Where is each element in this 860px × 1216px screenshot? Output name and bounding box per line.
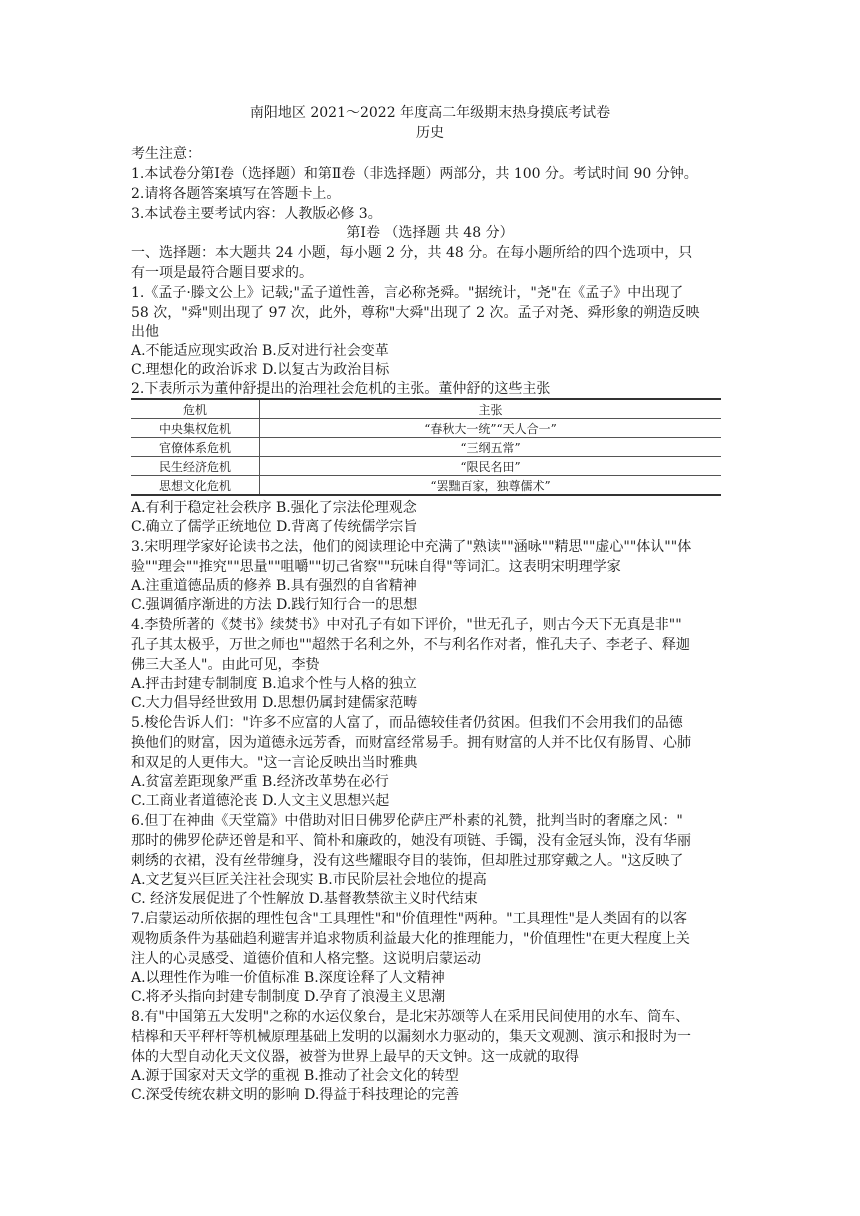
section-intro: 一、选择题：本大题共 24 小题，每小题 2 分，共 48 分。在每小题所给的四个选项中，只 [131, 245, 693, 261]
table-cell: “限民名田” [260, 457, 722, 476]
option-line: A.注重道德品质的修养 B.具有强烈的自省精神 [131, 578, 417, 594]
question-stem: 出他 [131, 324, 159, 340]
notice-item: 2.请将各题答案填写在答题卡上。 [131, 186, 341, 202]
option-line: C.大力倡导经世致用 D.思想仍属封建儒家范畴 [131, 695, 418, 711]
option-line: A.贫富差距现象严重 B.经济改革势在必行 [131, 774, 389, 790]
question-stem: 2.下表所示为董仲舒提出的治理社会危机的主张。董仲舒的这些主张 [131, 381, 551, 397]
table-row [131, 476, 721, 496]
table-row [131, 419, 721, 438]
table-cell: “春秋大一统”“天人合一” [260, 419, 722, 438]
option-line: C.将矛头指向封建专制制度 D.孕育了浪漫主义思潮 [131, 989, 446, 1005]
question-stem: 8.有"中国第五大发明"之称的水运仪象台，是北宋苏颂等人在采用民间使用的水车、筒车、 [131, 1009, 690, 1025]
option-line: C.理想化的政治诉求 D.以复古为政治目标 [131, 362, 390, 378]
question-stem: 刺绣的衣裙，没有丝带缠身，没有这些耀眼夺目的装饰，但却胜过那穿戴之人。"这反映了 [131, 853, 684, 869]
question-stem: 注人的心灵感受、道德价值和人格完整。这说明启蒙运动 [131, 951, 481, 967]
table-header: 主张 [260, 399, 722, 419]
question-stem: 佛三大圣人"。由此可见，李贽 [131, 657, 320, 673]
table-header: 危机 [131, 399, 260, 419]
option-line: A.有利于稳定社会秩序 B.强化了宗法伦理观念 [131, 500, 417, 516]
notice-heading: 考生注意： [131, 146, 201, 162]
option-line: C.确立了儒学正统地位 D.背离了传统儒学宗旨 [131, 519, 418, 535]
question-stem: 桔槔和天平秤杆等机械原理基础上发明的以漏刻水力驱动的，集天文观测、演示和报时为一 [131, 1029, 691, 1045]
question-stem: 那时的佛罗伦萨还曾是和平、简朴和廉政的，她没有项链、手镯，没有金冠头饰，没有华丽 [131, 833, 691, 849]
notice-item: 1.本试卷分第Ⅰ卷（选择题）和第Ⅱ卷（非选择题）两部分，共 100 分。考试时间 90 分钟。 [131, 166, 698, 182]
option-line: C. 经济发展促进了个性解放 D.基督教禁欲主义时代结束 [131, 891, 478, 907]
table-cell: 民生经济危机 [131, 457, 260, 476]
table-cell: 中央集权危机 [131, 419, 260, 438]
option-line: C.工商业者道德沦丧 D.人文主义思想兴起 [131, 793, 390, 809]
option-line: C.强调循序渐进的方法 D.践行知行合一的思想 [131, 597, 418, 613]
question-stem: 体的大型自动化天文仪器，被誉为世界上最早的天文钟。这一成就的取得 [131, 1049, 579, 1065]
question-stem: 验""理会""推究""思量""咀嚼""切己省察""玩味自得"等词汇。这表明宋明理学家 [131, 559, 621, 575]
section-title: 第Ⅰ卷 （选择题 共 48 分） [346, 225, 514, 241]
section-intro: 有一项是最符合题目要求的。 [131, 265, 313, 281]
question-stem: 1.《孟子·滕文公上》记载;"孟子道性善，言必称尧舜。"据统计，"尧"在《孟子》中出现了 [131, 285, 684, 301]
question-stem: 观物质条件为基础趋利避害并追求物质利益最大化的推理能力，"价值理性"在更大程度上关 [131, 931, 690, 947]
option-line: A.源于国家对天文学的重视 B.推动了社会文化的转型 [131, 1068, 459, 1084]
table-row [131, 438, 721, 457]
crisis-table [131, 398, 721, 496]
question-stem: 58 次，"舜"则出现了 97 次，此外，尊称"大舜"出现了 2 次。孟子对尧、舜形象的朔造反映 [131, 305, 700, 321]
table-header-row [131, 399, 721, 419]
table-row [131, 457, 721, 476]
table-cell: “三纲五常” [260, 438, 722, 457]
question-stem: 4.李贽所著的《焚书》续焚书》中对孔子有如下评价，"世无孔子，则古今天下无真是非"" [131, 617, 682, 633]
question-stem: 5.梭伦告诉人们："许多不应富的人富了，而品德较佳者仍贫困。但我们不会用我们的品德 [131, 715, 683, 731]
question-stem: 换他们的财富，因为道德永远芳香，而财富经常易手。拥有财富的人并不比仅有肠胃、心肺 [131, 735, 691, 751]
subject-title: 历史 [416, 125, 444, 141]
question-stem: 7.启蒙运动所依据的理性包含"工具理性"和"价值理性"两种。"工具理性"是人类固有的以客 [131, 911, 687, 927]
table-cell: 官僚体系危机 [131, 438, 260, 457]
question-stem: 和双足的人更伟大。"这一言论反映出当时雅典 [131, 755, 418, 771]
table-cell: “罢黜百家，独尊儒术” [260, 476, 722, 496]
exam-title: 南阳地区 2021～2022 年度高二年级期末热身摸底考试卷 [249, 105, 611, 121]
question-stem: 3.宋明理学家好论读书之法，他们的阅读理论中充满了"熟读""涵咏""精思""虚心""体认""体 [131, 539, 692, 555]
option-line: A.不能适应现实政治 B.反对进行社会变革 [131, 343, 389, 359]
question-stem: 6.但丁在神曲《天堂篇》中借助对旧日佛罗伦萨庄严朴素的礼赞，批判当时的奢靡之风：" [131, 813, 683, 829]
option-line: A.以理性作为唯一价值标准 B.深度诠释了人文精神 [131, 970, 445, 986]
notice-item: 3.本试卷主要考试内容：人教版必修 3。 [131, 206, 382, 222]
table-cell: 思想文化危机 [131, 476, 260, 496]
option-line: A.抨击封建专制制度 B.追求个性与人格的独立 [131, 676, 417, 692]
question-stem: 孔子其太极乎，万世之师也""超然于名利之外，不与利名作对者，惟孔夫子、李老子、释迦 [131, 637, 690, 653]
option-line: C.深受传统农耕文明的影响 D.得益于科技理论的完善 [131, 1087, 460, 1103]
option-line: A.文艺复兴巨匠关注社会现实 B.市民阶层社会地位的提高 [131, 872, 487, 888]
